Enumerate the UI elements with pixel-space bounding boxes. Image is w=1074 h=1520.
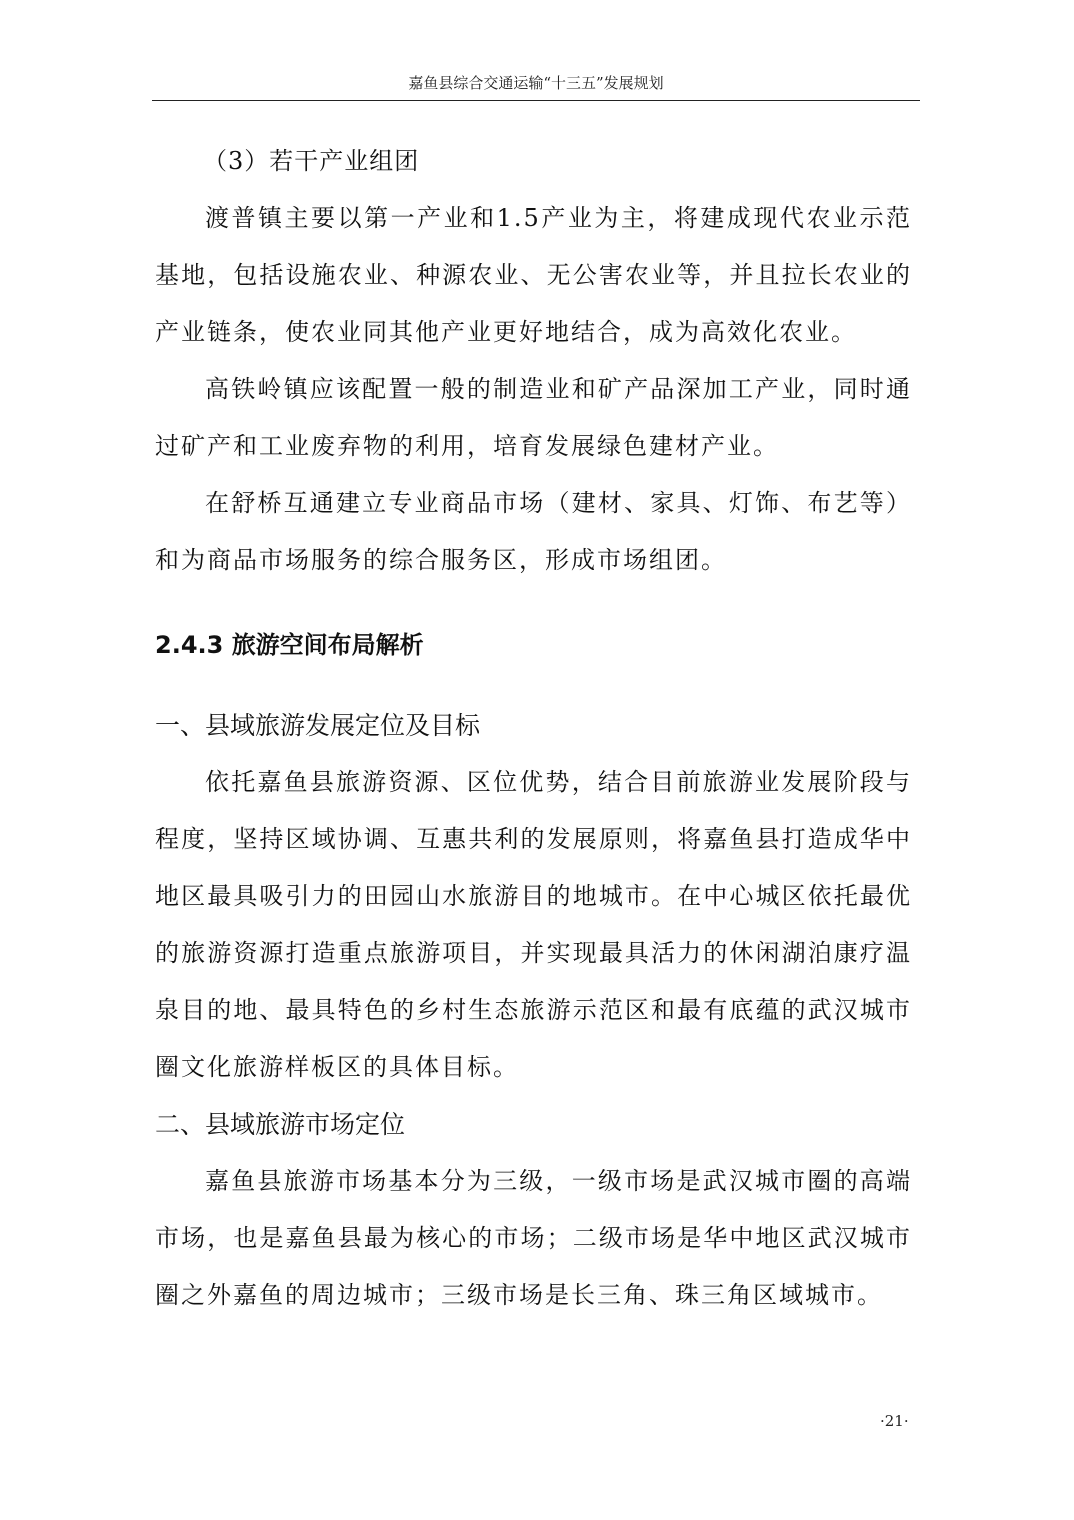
- section-heading: 2.4.3 旅游空间布局解析: [155, 631, 424, 659]
- paragraph-shuqiao-market: 在舒桥互通建立专业商品市场（建材、家具、灯饰、布艺等）和为商品市场服务的综合服务区，形成市场组团。: [155, 489, 912, 574]
- heading-tourism-positioning: 一、县域旅游发展定位及目标: [155, 711, 481, 740]
- paragraph-dupu-town: 渡普镇主要以第一产业和1.5产业为主，将建成现代农业示范基地，包括设施农业、种源农业、无公害农业等，并且拉长农业的产业链条，使农业同其他产业更好地结合，成为高效化农业。: [155, 204, 912, 346]
- page-number: ·21·: [880, 1412, 909, 1430]
- page-header: 嘉鱼县综合交通运输“十三五”发展规划: [152, 70, 920, 101]
- paragraph-gaotieling-town: 高铁岭镇应该配置一般的制造业和矿产品深加工产业，同时通过矿产和工业废弃物的利用，培育发展绿色建材产业。: [155, 375, 912, 460]
- heading-tourism-market: 二、县域旅游市场定位: [155, 1110, 406, 1139]
- paragraph-tourism-market: 嘉鱼县旅游市场基本分为三级，一级市场是武汉城市圈的高端市场，也是嘉鱼县最为核心的市场；二级市场是华中地区武汉城市圈之外嘉鱼的周边城市；三级市场是长三角、珠三角区域城市。: [155, 1167, 912, 1309]
- subsection-title: （3）若干产业组团: [203, 147, 420, 175]
- document-body: [155, 133, 912, 1324]
- paragraph-tourism-goals: 依托嘉鱼县旅游资源、区位优势，结合目前旅游业发展阶段与程度，坚持区域协调、互惠共利的发展原则，将嘉鱼县打造成华中地区最具吸引力的田园山水旅游目的地城市。在中心城区依托最优的旅游资源打造重点旅游项目，并实现最具活力的休闲湖泊康疗温泉目的地、最具特色的乡村生态旅游示范区和最有底蕴的武汉城市圈文化旅游样板区的具体目标。: [155, 768, 912, 1081]
